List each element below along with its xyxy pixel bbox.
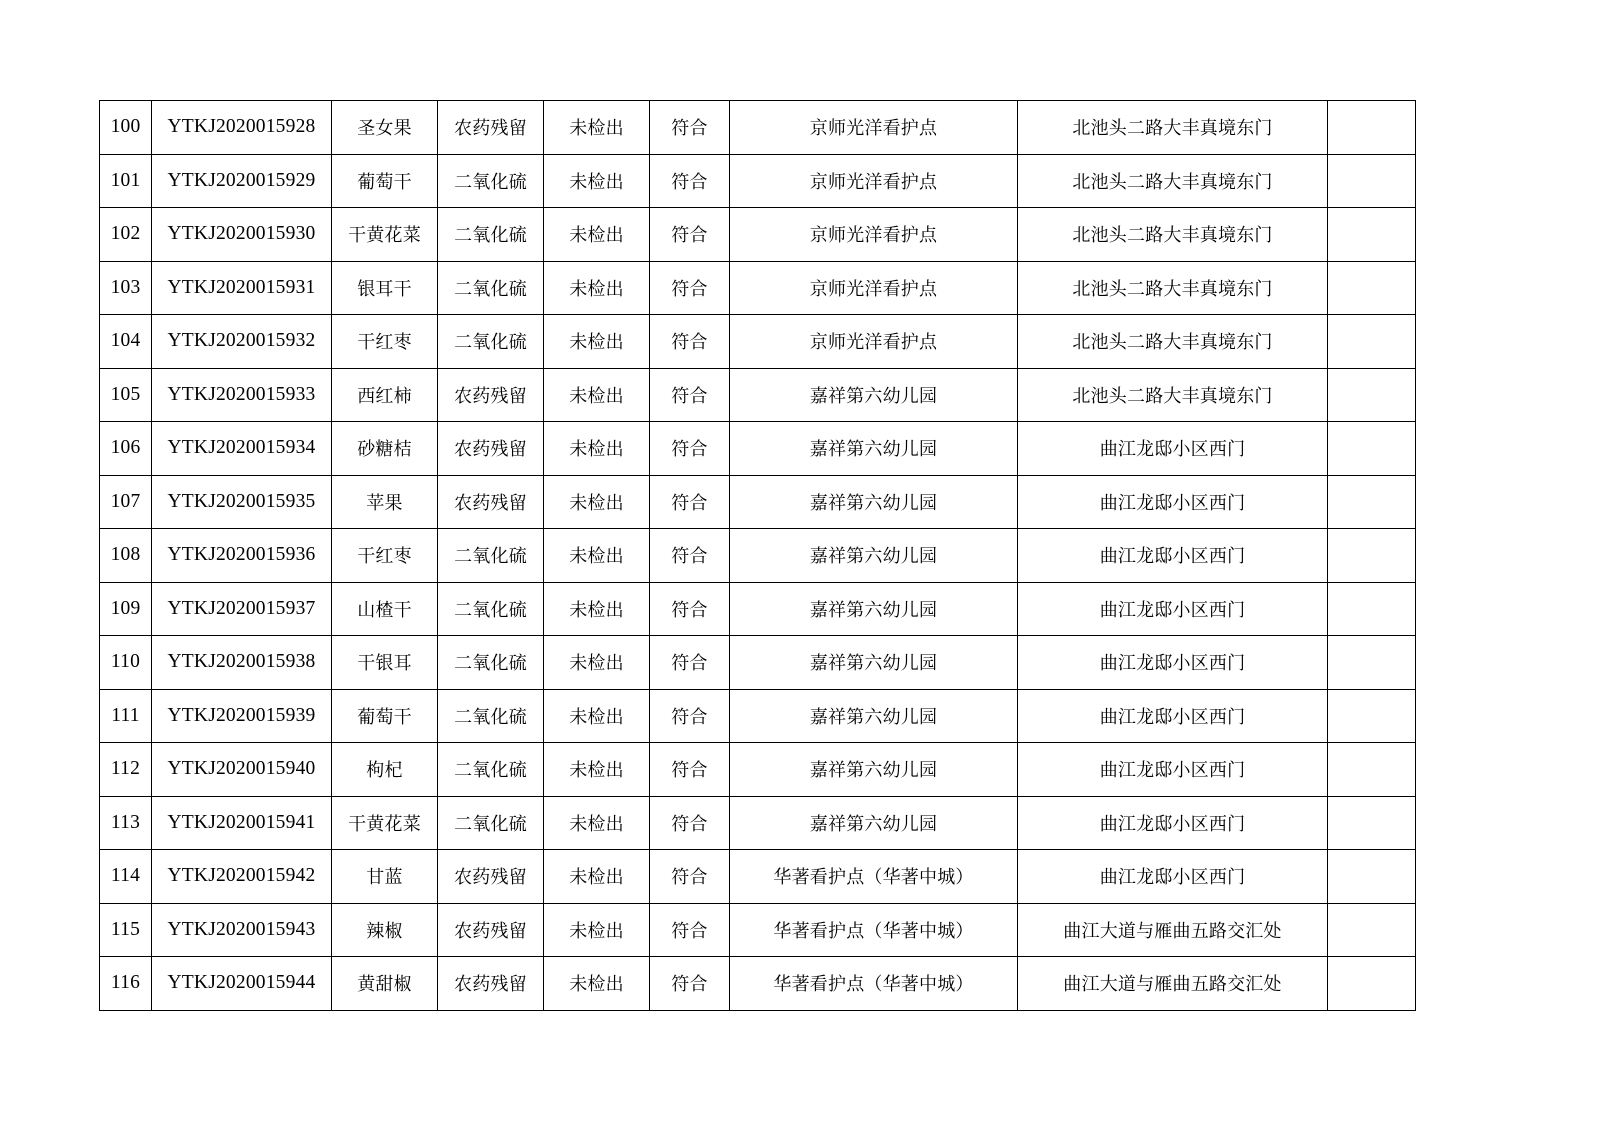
cell-test-result: 未检出 bbox=[544, 154, 650, 208]
cell-note bbox=[1328, 208, 1416, 262]
cell-unit: 嘉祥第六幼儿园 bbox=[730, 582, 1018, 636]
cell-unit: 京师光洋看护点 bbox=[730, 261, 1018, 315]
cell-sample-code: YTKJ2020015938 bbox=[152, 636, 332, 690]
cell-judgement: 符合 bbox=[650, 903, 730, 957]
cell-sample-name: 砂糖桔 bbox=[332, 422, 438, 476]
cell-note bbox=[1328, 689, 1416, 743]
cell-sample-name: 干银耳 bbox=[332, 636, 438, 690]
cell-test-item: 二氧化硫 bbox=[438, 689, 544, 743]
table-row bbox=[100, 154, 1416, 208]
cell-sample-code: YTKJ2020015944 bbox=[152, 957, 332, 1011]
cell-index: 116 bbox=[100, 957, 152, 1011]
cell-sample-name: 银耳干 bbox=[332, 261, 438, 315]
cell-judgement: 符合 bbox=[650, 315, 730, 369]
cell-test-result: 未检出 bbox=[544, 903, 650, 957]
cell-address: 曲江龙邸小区西门 bbox=[1018, 582, 1328, 636]
cell-sample-name: 苹果 bbox=[332, 475, 438, 529]
cell-test-result: 未检出 bbox=[544, 689, 650, 743]
cell-sample-name: 枸杞 bbox=[332, 743, 438, 797]
cell-test-result: 未检出 bbox=[544, 796, 650, 850]
cell-unit: 嘉祥第六幼儿园 bbox=[730, 475, 1018, 529]
cell-sample-code: YTKJ2020015932 bbox=[152, 315, 332, 369]
cell-address: 曲江龙邸小区西门 bbox=[1018, 636, 1328, 690]
cell-note bbox=[1328, 582, 1416, 636]
cell-test-result: 未检出 bbox=[544, 315, 650, 369]
cell-note bbox=[1328, 903, 1416, 957]
cell-sample-code: YTKJ2020015929 bbox=[152, 154, 332, 208]
cell-judgement: 符合 bbox=[650, 475, 730, 529]
table-row bbox=[100, 315, 1416, 369]
cell-address: 北池头二路大丰真境东门 bbox=[1018, 154, 1328, 208]
cell-unit: 嘉祥第六幼儿园 bbox=[730, 636, 1018, 690]
cell-judgement: 符合 bbox=[650, 101, 730, 155]
cell-note bbox=[1328, 154, 1416, 208]
cell-note bbox=[1328, 101, 1416, 155]
cell-sample-code: YTKJ2020015943 bbox=[152, 903, 332, 957]
cell-unit: 京师光洋看护点 bbox=[730, 101, 1018, 155]
cell-judgement: 符合 bbox=[650, 636, 730, 690]
cell-test-item: 二氧化硫 bbox=[438, 261, 544, 315]
cell-judgement: 符合 bbox=[650, 368, 730, 422]
cell-index: 112 bbox=[100, 743, 152, 797]
cell-sample-name: 葡萄干 bbox=[332, 689, 438, 743]
cell-test-result: 未检出 bbox=[544, 957, 650, 1011]
cell-test-result: 未检出 bbox=[544, 636, 650, 690]
cell-unit: 京师光洋看护点 bbox=[730, 154, 1018, 208]
cell-address: 曲江大道与雁曲五路交汇处 bbox=[1018, 903, 1328, 957]
cell-unit: 华著看护点（华著中城） bbox=[730, 957, 1018, 1011]
cell-sample-code: YTKJ2020015941 bbox=[152, 796, 332, 850]
cell-index: 113 bbox=[100, 796, 152, 850]
cell-index: 109 bbox=[100, 582, 152, 636]
cell-index: 102 bbox=[100, 208, 152, 262]
cell-test-item: 二氧化硫 bbox=[438, 208, 544, 262]
cell-judgement: 符合 bbox=[650, 529, 730, 583]
table-row bbox=[100, 582, 1416, 636]
cell-note bbox=[1328, 796, 1416, 850]
cell-test-result: 未检出 bbox=[544, 582, 650, 636]
cell-judgement: 符合 bbox=[650, 743, 730, 797]
table-row bbox=[100, 475, 1416, 529]
cell-index: 106 bbox=[100, 422, 152, 476]
table-row bbox=[100, 368, 1416, 422]
cell-test-result: 未检出 bbox=[544, 422, 650, 476]
cell-test-item: 二氧化硫 bbox=[438, 636, 544, 690]
cell-unit: 嘉祥第六幼儿园 bbox=[730, 743, 1018, 797]
cell-judgement: 符合 bbox=[650, 796, 730, 850]
cell-sample-code: YTKJ2020015933 bbox=[152, 368, 332, 422]
cell-index: 105 bbox=[100, 368, 152, 422]
cell-address: 北池头二路大丰真境东门 bbox=[1018, 315, 1328, 369]
cell-judgement: 符合 bbox=[650, 689, 730, 743]
inspection-table-container bbox=[99, 100, 1415, 1011]
cell-sample-code: YTKJ2020015928 bbox=[152, 101, 332, 155]
cell-address: 曲江龙邸小区西门 bbox=[1018, 422, 1328, 476]
cell-sample-code: YTKJ2020015935 bbox=[152, 475, 332, 529]
cell-unit: 华著看护点（华著中城） bbox=[730, 903, 1018, 957]
cell-address: 曲江龙邸小区西门 bbox=[1018, 743, 1328, 797]
cell-test-item: 农药残留 bbox=[438, 903, 544, 957]
cell-index: 101 bbox=[100, 154, 152, 208]
cell-test-item: 农药残留 bbox=[438, 368, 544, 422]
cell-test-result: 未检出 bbox=[544, 529, 650, 583]
cell-test-result: 未检出 bbox=[544, 261, 650, 315]
cell-sample-name: 干红枣 bbox=[332, 315, 438, 369]
cell-sample-name: 干黄花菜 bbox=[332, 796, 438, 850]
cell-address: 曲江龙邸小区西门 bbox=[1018, 475, 1328, 529]
cell-index: 100 bbox=[100, 101, 152, 155]
cell-sample-name: 辣椒 bbox=[332, 903, 438, 957]
cell-sample-name: 黄甜椒 bbox=[332, 957, 438, 1011]
cell-address: 曲江大道与雁曲五路交汇处 bbox=[1018, 957, 1328, 1011]
cell-test-item: 农药残留 bbox=[438, 850, 544, 904]
cell-test-item: 二氧化硫 bbox=[438, 154, 544, 208]
cell-note bbox=[1328, 636, 1416, 690]
table-row bbox=[100, 850, 1416, 904]
cell-note bbox=[1328, 315, 1416, 369]
cell-test-item: 农药残留 bbox=[438, 475, 544, 529]
table-row bbox=[100, 529, 1416, 583]
cell-note bbox=[1328, 529, 1416, 583]
cell-address: 曲江龙邸小区西门 bbox=[1018, 689, 1328, 743]
cell-note bbox=[1328, 850, 1416, 904]
cell-test-result: 未检出 bbox=[544, 743, 650, 797]
table-row bbox=[100, 101, 1416, 155]
cell-test-result: 未检出 bbox=[544, 850, 650, 904]
cell-address: 北池头二路大丰真境东门 bbox=[1018, 261, 1328, 315]
cell-test-result: 未检出 bbox=[544, 208, 650, 262]
table-row bbox=[100, 208, 1416, 262]
table-row bbox=[100, 903, 1416, 957]
cell-judgement: 符合 bbox=[650, 208, 730, 262]
cell-sample-name: 西红柿 bbox=[332, 368, 438, 422]
cell-sample-name: 干黄花菜 bbox=[332, 208, 438, 262]
table-body bbox=[100, 101, 1416, 1011]
table-row bbox=[100, 422, 1416, 476]
cell-sample-name: 干红枣 bbox=[332, 529, 438, 583]
cell-test-item: 二氧化硫 bbox=[438, 582, 544, 636]
cell-index: 114 bbox=[100, 850, 152, 904]
cell-address: 北池头二路大丰真境东门 bbox=[1018, 101, 1328, 155]
cell-note bbox=[1328, 957, 1416, 1011]
cell-index: 111 bbox=[100, 689, 152, 743]
cell-sample-name: 圣女果 bbox=[332, 101, 438, 155]
cell-unit: 嘉祥第六幼儿园 bbox=[730, 689, 1018, 743]
cell-sample-name: 葡萄干 bbox=[332, 154, 438, 208]
table-row bbox=[100, 261, 1416, 315]
cell-test-result: 未检出 bbox=[544, 475, 650, 529]
cell-judgement: 符合 bbox=[650, 422, 730, 476]
cell-unit: 嘉祥第六幼儿园 bbox=[730, 422, 1018, 476]
cell-sample-code: YTKJ2020015936 bbox=[152, 529, 332, 583]
cell-unit: 华著看护点（华著中城） bbox=[730, 850, 1018, 904]
cell-test-item: 二氧化硫 bbox=[438, 529, 544, 583]
cell-address: 北池头二路大丰真境东门 bbox=[1018, 368, 1328, 422]
cell-index: 107 bbox=[100, 475, 152, 529]
cell-sample-name: 甘蓝 bbox=[332, 850, 438, 904]
table-row bbox=[100, 957, 1416, 1011]
cell-address: 曲江龙邸小区西门 bbox=[1018, 529, 1328, 583]
cell-judgement: 符合 bbox=[650, 154, 730, 208]
cell-sample-code: YTKJ2020015931 bbox=[152, 261, 332, 315]
cell-judgement: 符合 bbox=[650, 957, 730, 1011]
cell-note bbox=[1328, 422, 1416, 476]
table-row bbox=[100, 689, 1416, 743]
cell-note bbox=[1328, 743, 1416, 797]
cell-test-result: 未检出 bbox=[544, 101, 650, 155]
cell-index: 115 bbox=[100, 903, 152, 957]
cell-sample-code: YTKJ2020015940 bbox=[152, 743, 332, 797]
cell-sample-code: YTKJ2020015934 bbox=[152, 422, 332, 476]
cell-judgement: 符合 bbox=[650, 850, 730, 904]
cell-unit: 京师光洋看护点 bbox=[730, 315, 1018, 369]
cell-judgement: 符合 bbox=[650, 582, 730, 636]
table-row bbox=[100, 636, 1416, 690]
cell-index: 108 bbox=[100, 529, 152, 583]
cell-sample-code: YTKJ2020015937 bbox=[152, 582, 332, 636]
cell-test-item: 农药残留 bbox=[438, 957, 544, 1011]
cell-unit: 嘉祥第六幼儿园 bbox=[730, 368, 1018, 422]
cell-sample-code: YTKJ2020015930 bbox=[152, 208, 332, 262]
cell-test-item: 二氧化硫 bbox=[438, 315, 544, 369]
cell-index: 104 bbox=[100, 315, 152, 369]
cell-index: 110 bbox=[100, 636, 152, 690]
cell-test-item: 农药残留 bbox=[438, 101, 544, 155]
cell-test-item: 农药残留 bbox=[438, 422, 544, 476]
cell-sample-code: YTKJ2020015939 bbox=[152, 689, 332, 743]
cell-test-item: 二氧化硫 bbox=[438, 796, 544, 850]
cell-unit: 嘉祥第六幼儿园 bbox=[730, 796, 1018, 850]
table-row bbox=[100, 796, 1416, 850]
cell-sample-name: 山楂干 bbox=[332, 582, 438, 636]
cell-address: 北池头二路大丰真境东门 bbox=[1018, 208, 1328, 262]
inspection-results-table bbox=[99, 100, 1416, 1011]
cell-index: 103 bbox=[100, 261, 152, 315]
cell-address: 曲江龙邸小区西门 bbox=[1018, 850, 1328, 904]
cell-unit: 京师光洋看护点 bbox=[730, 208, 1018, 262]
cell-address: 曲江龙邸小区西门 bbox=[1018, 796, 1328, 850]
table-row bbox=[100, 743, 1416, 797]
cell-unit: 嘉祥第六幼儿园 bbox=[730, 529, 1018, 583]
cell-test-result: 未检出 bbox=[544, 368, 650, 422]
cell-test-item: 二氧化硫 bbox=[438, 743, 544, 797]
cell-sample-code: YTKJ2020015942 bbox=[152, 850, 332, 904]
cell-note bbox=[1328, 368, 1416, 422]
cell-judgement: 符合 bbox=[650, 261, 730, 315]
cell-note bbox=[1328, 475, 1416, 529]
cell-note bbox=[1328, 261, 1416, 315]
